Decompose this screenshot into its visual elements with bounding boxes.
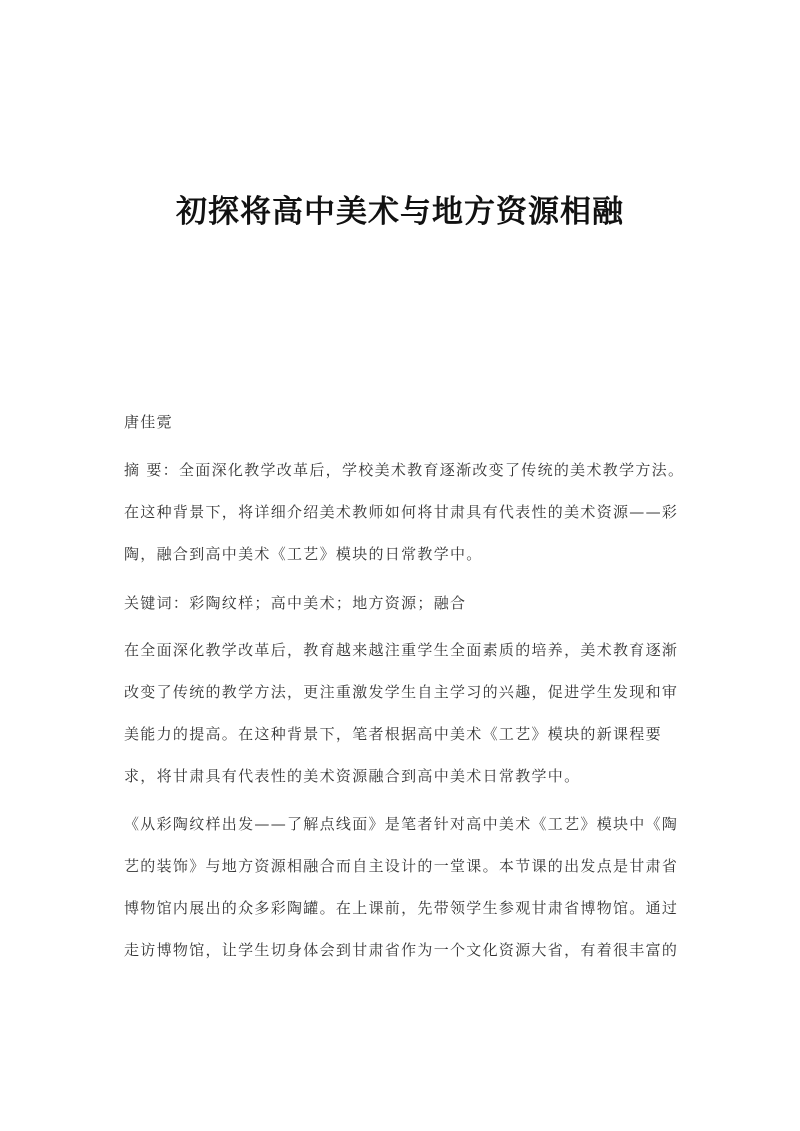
- body-paragraph-line: 艺的装饰》与地方资源相融合而自主设计的一堂课。本节课的出发点是甘肃省: [124, 857, 679, 875]
- body-paragraph-line: 走访博物馆，让学生切身体会到甘肃省作为一个文化资源大省，有着很丰富的: [124, 941, 679, 959]
- abstract-line: 陶，融合到高中美术《工艺》模块的日常教学中。: [124, 545, 483, 563]
- author-name: 唐佳霓: [124, 413, 173, 431]
- body-paragraph-line: 《从彩陶纹样出发——了解点线面》是笔者针对高中美术《工艺》模块中《陶: [124, 815, 679, 833]
- body-paragraph-line: 求，将甘肃具有代表性的美术资源融合到高中美术日常教学中。: [124, 767, 581, 785]
- body-paragraph-line: 博物馆内展出的众多彩陶罐。在上课前，先带领学生参观甘肃省博物馆。通过: [124, 899, 679, 917]
- abstract-line: 摘 要：全面深化教学改革后，学校美术教育逐渐改变了传统的美术教学方法。: [124, 461, 685, 479]
- page-title: 初探将高中美术与地方资源相融: [176, 194, 624, 230]
- body-paragraph-line: 美能力的提高。在这种背景下，笔者根据高中美术《工艺》模块的新课程要: [124, 725, 662, 743]
- keywords-line: 关键词：彩陶纹样；高中美术；地方资源；融合: [124, 594, 467, 612]
- body-paragraph-line: 在全面深化教学改革后，教育越来越注重学生全面素质的培养，美术教育逐渐: [124, 641, 679, 659]
- body-paragraph-line: 改变了传统的教学方法，更注重激发学生自主学习的兴趣，促进学生发现和审: [124, 683, 679, 701]
- abstract-line: 在这种背景下，将详细介绍美术教师如何将甘肃具有代表性的美术资源——彩: [124, 503, 679, 521]
